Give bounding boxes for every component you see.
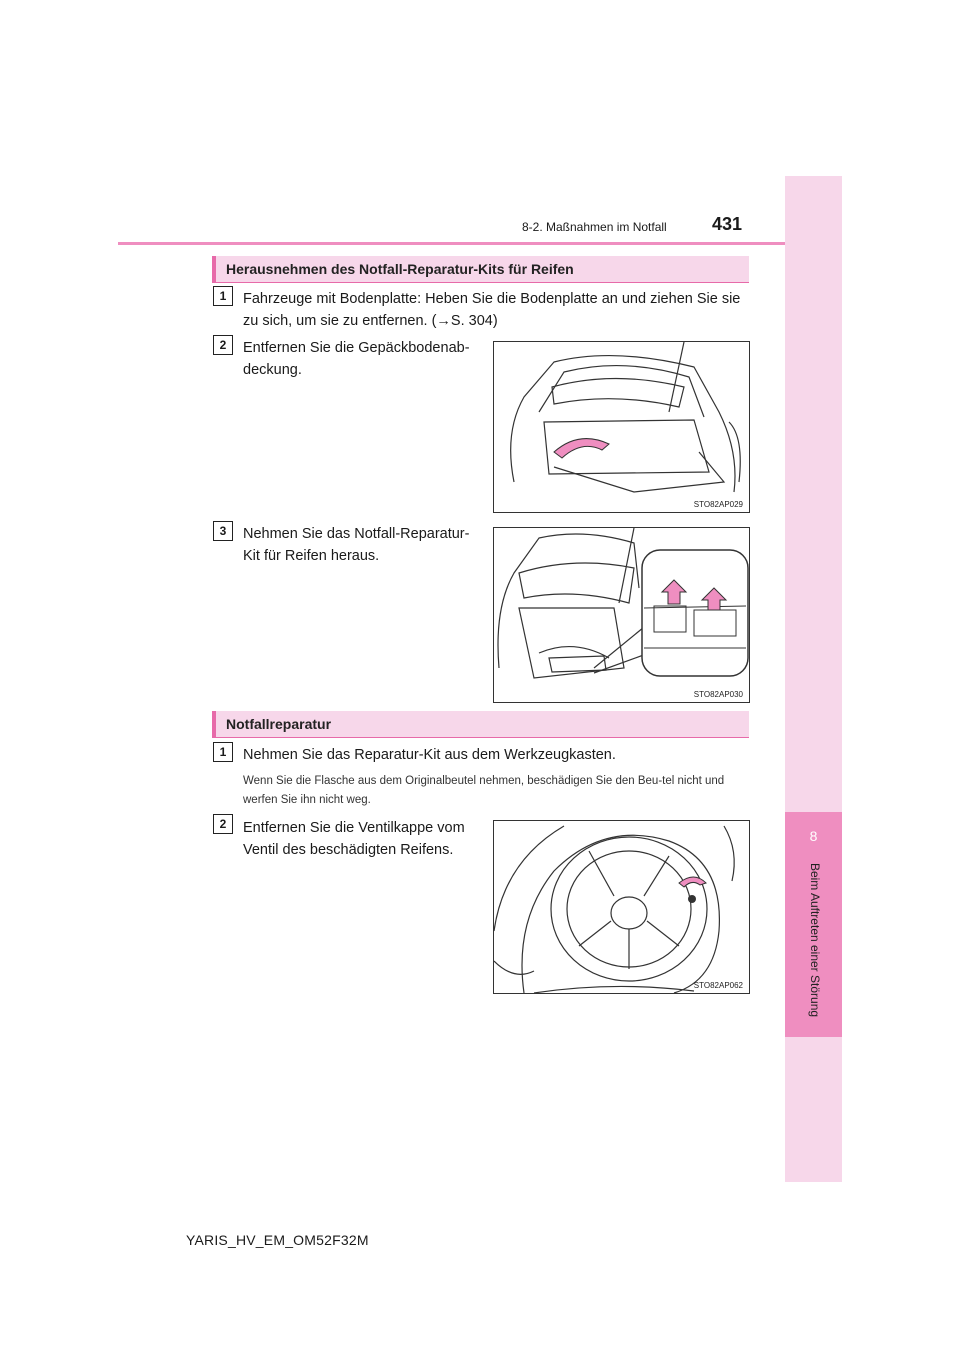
valve-icon: [688, 895, 696, 903]
detail-inset: [642, 550, 748, 676]
lift-arrow-icon: [554, 439, 609, 458]
step-text: Nehmen Sie das Notfall-Reparatur-Kit für Reifen heraus.: [243, 526, 470, 564]
section-heading-emergency-repair: Notfallreparatur: [212, 711, 749, 737]
rotate-arrow-icon: [679, 877, 706, 887]
document-code: YARIS_HV_EM_OM52F32M: [186, 1232, 369, 1248]
step-note: Wenn Sie die Flasche aus dem Originalbeutel nehmen, beschädigen Sie den Beu-tel nicht und werfen Sie ihn nicht weg.: [243, 775, 725, 806]
step-number: 2: [213, 335, 233, 355]
figure-code: STO82AP029: [693, 500, 743, 509]
figure-code: STO82AP062: [693, 981, 743, 990]
section-heading-kit-removal: Herausnehmen des Notfall-Reparatur-Kits für Reifen: [212, 256, 749, 282]
wheel-drawing: [494, 821, 749, 993]
trunk-cover-drawing: [494, 342, 749, 512]
step-text: Entfernen Sie die Gepäckbodenab-deckung.: [243, 340, 470, 378]
section-underline: [212, 737, 749, 738]
step-number: 3: [213, 521, 233, 541]
chapter-number: 8: [809, 828, 818, 844]
header-rule: [118, 242, 785, 245]
page-number: 431: [712, 214, 743, 234]
step-number: 1: [213, 286, 233, 306]
header-section: 8-2. Maßnahmen im Notfall: [522, 220, 667, 234]
repair-kit-removal-illustration: [493, 527, 750, 703]
kit-removal-drawing: [494, 528, 749, 702]
step-text: Fahrzeuge mit Bodenplatte: Heben Sie die Bodenplatte an und ziehen Sie sie zu sich, um sie zu entfernen. (→S. 304): [243, 291, 741, 329]
step-number: 2: [213, 814, 233, 834]
trunk-floor-cover-illustration: [493, 341, 750, 513]
step-text: Nehmen Sie das Reparatur-Kit aus dem Werkzeugkasten.: [243, 747, 616, 763]
figure-code: STO82AP030: [693, 690, 743, 699]
valve-cap-illustration: [493, 820, 750, 994]
chapter-title: Beim Auftreten einer Störung: [808, 862, 822, 1018]
step-number: 1: [213, 742, 233, 762]
step-text: Entfernen Sie die Ventilkappe vom Ventil des beschädigten Reifens.: [243, 820, 465, 858]
section-underline: [212, 282, 749, 283]
